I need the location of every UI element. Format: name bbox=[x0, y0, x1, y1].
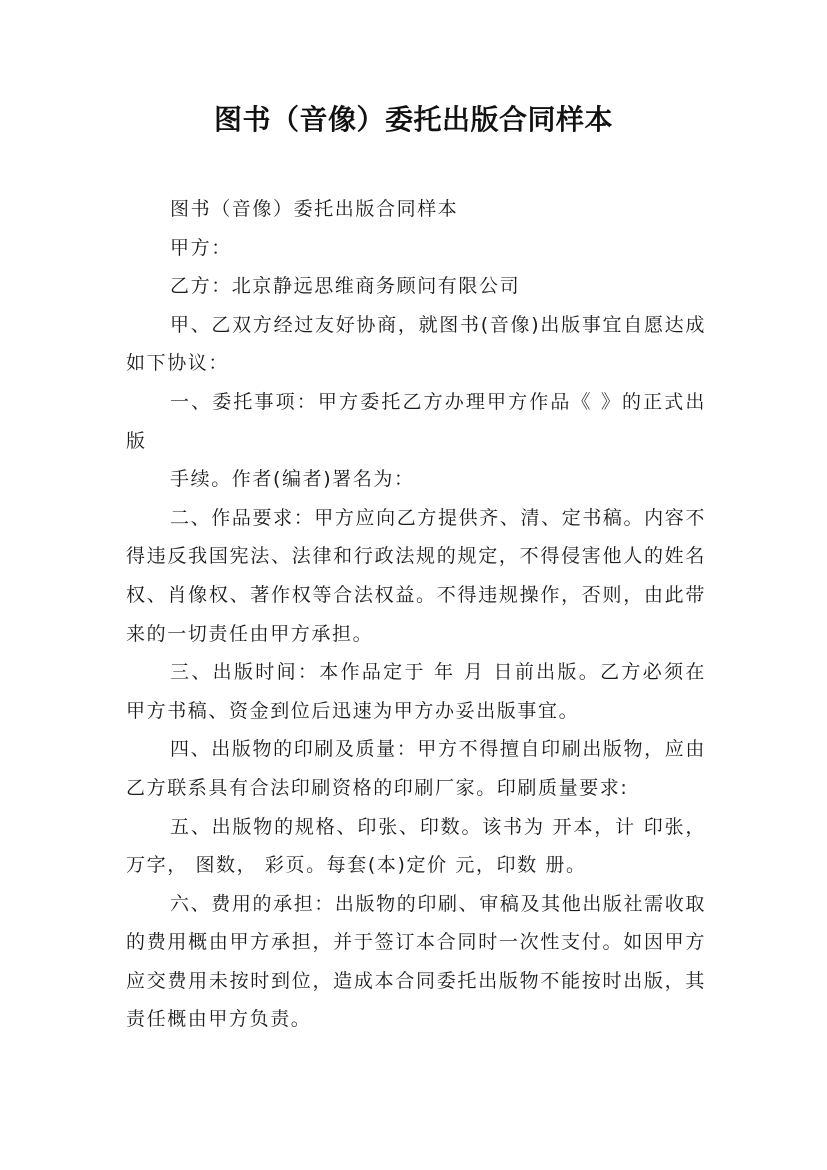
paragraph-clause-4: 四、出版物的印刷及质量：甲方不得擅自印刷出版物，应由乙方联系具有合法印刷资格的印刷厂家。印刷质量要求: bbox=[126, 738, 706, 799]
paragraph-party-a: 甲方： bbox=[170, 236, 232, 259]
paragraph-clause-1-continued: 手续。作者(编者)署名为： bbox=[170, 468, 415, 491]
paragraph-clause-6: 六、费用的承担：出版物的印刷、审稿及其他出版社需收取的费用概由甲方承担，并于签订本合同时一次性支付。如因甲方应交费用未按时到位，造成本合同委托出版物不能按时出版，其责任概由甲方负责。 bbox=[126, 892, 706, 1031]
paragraph-subtitle: 图书（音像）委托出版合同样本 bbox=[170, 198, 459, 220]
paragraph-clause-2: 二、作品要求：甲方应向乙方提供齐、清、定书稿。内容不得违反我国宪法、法律和行政法规的规定，不得侵害他人的姓名权、肖像权、著作权等合法权益。不得违规操作，否则，由此带来的一切责任由甲方承担。 bbox=[126, 506, 706, 645]
paragraph-preamble: 甲、乙双方经过友好协商，就图书(音像)出版事宜自愿达成如下协议： bbox=[126, 313, 706, 375]
paragraph-party-b: 乙方：北京静远思维商务顾问有限公司 bbox=[170, 275, 521, 298]
paragraph-clause-3: 三、出版时间：本作品定于 年 月 日前出版。乙方必须在甲方书稿、资金到位后迅速为甲方办妥出版事宜。 bbox=[126, 661, 706, 722]
paragraph-clause-5: 五、出版物的规格、印张、印数。该书为 开本，计 印张， 万字， 图数， 彩页。每套(本)定价 元，印数 册。 bbox=[126, 815, 706, 877]
paragraph-clause-1: 一、委托事项：甲方委托乙方办理甲方作品《 》的正式出版 bbox=[126, 390, 706, 452]
document-body bbox=[126, 190, 706, 1039]
document-title: 图书（音像）委托出版合同样本 bbox=[213, 103, 613, 136]
